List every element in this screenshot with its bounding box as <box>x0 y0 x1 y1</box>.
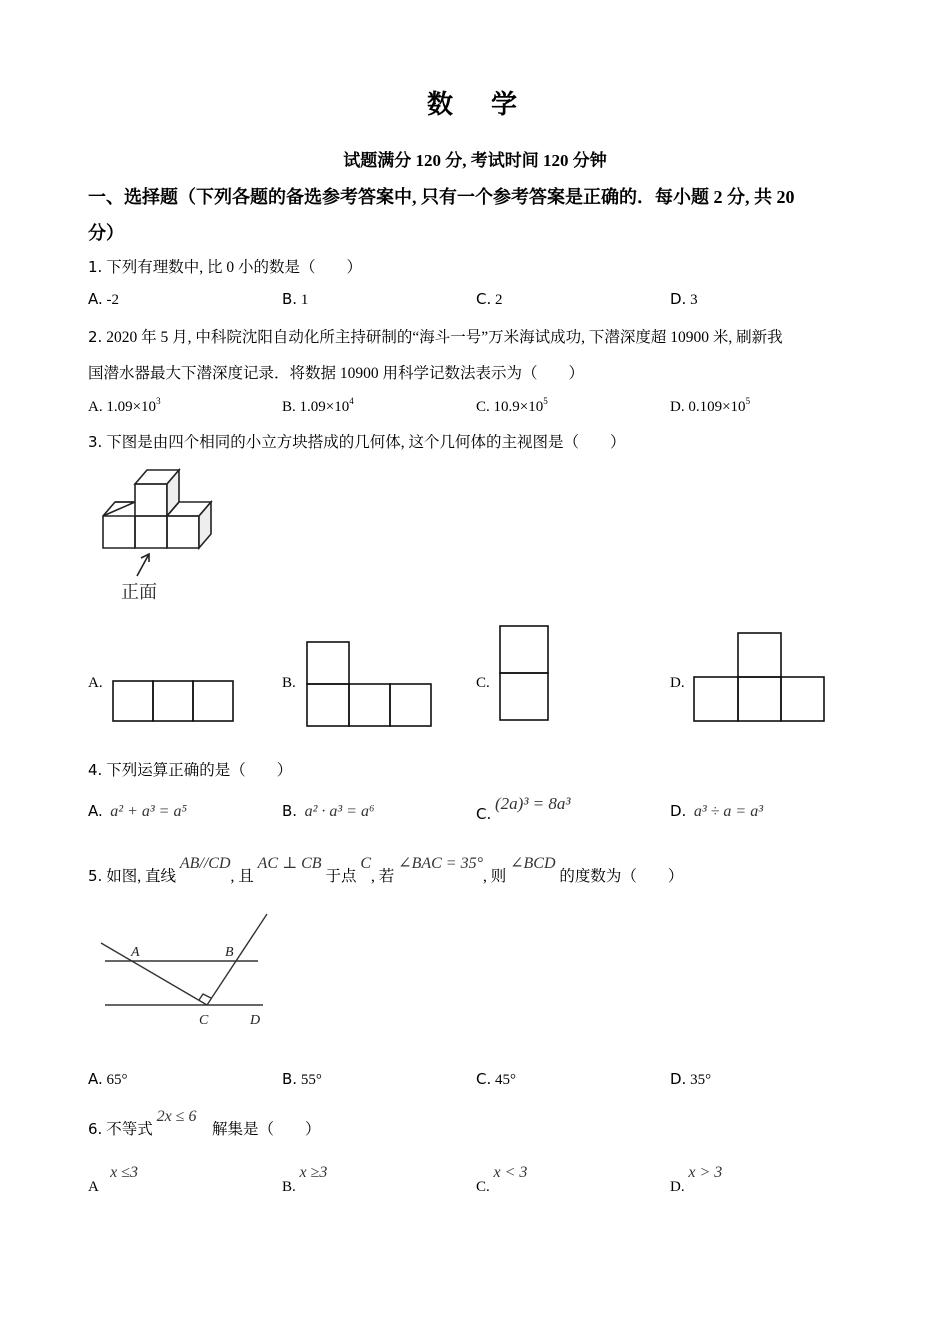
q5-option-a[interactable] <box>88 1070 128 1089</box>
math-expression: a² · a³ = a⁶ <box>304 803 375 820</box>
math-expression: a² + a³ = a⁵ <box>110 803 188 820</box>
q4-option-b[interactable] <box>282 802 375 821</box>
question-2-line1 <box>88 325 783 347</box>
q2-option-b[interactable] <box>282 396 354 416</box>
q6-option-b[interactable] <box>282 1164 328 1195</box>
question-text: , 若 <box>371 868 395 885</box>
question-6 <box>88 1108 321 1139</box>
q3-option-c-label[interactable]: C. <box>476 675 490 691</box>
q1-option-a[interactable] <box>88 290 119 309</box>
math-expression: (2a)³ = 8a³ <box>495 794 571 813</box>
option-text: 1.09×10 <box>106 399 157 415</box>
question-text: 于点 <box>325 868 357 885</box>
front-label: 正面 <box>121 582 157 603</box>
question-text: 的度数为（ ） <box>559 868 684 885</box>
question-5 <box>88 855 684 886</box>
exponent: 4 <box>349 396 354 406</box>
cube-stack-figure <box>95 462 230 604</box>
line-ac <box>101 943 207 1005</box>
q4-option-a[interactable] <box>88 802 187 821</box>
option-label: D. <box>670 399 685 415</box>
exam-subtitle: 试题满分 120 分, 考试时间 120 分钟 <box>343 151 607 170</box>
q5-option-b[interactable] <box>282 1070 322 1089</box>
option-label: A. <box>88 290 103 308</box>
option-text: 55° <box>300 1072 322 1088</box>
q3-option-d-figure[interactable] <box>693 632 827 723</box>
option-label: A. <box>88 399 103 415</box>
q2-option-a[interactable] <box>88 396 161 416</box>
q2-option-d[interactable] <box>670 396 750 416</box>
question-text: 不等式 <box>106 1121 153 1138</box>
bottom-mid-front <box>135 516 167 548</box>
math-expression: C <box>360 855 372 872</box>
option-label: B. <box>282 1179 296 1195</box>
q3-option-a-label[interactable]: A. <box>88 675 103 691</box>
option-text: 45° <box>495 1072 516 1088</box>
q1-option-c[interactable] <box>476 290 503 309</box>
point-d-label: D <box>250 1013 261 1028</box>
bottom-right-front <box>167 516 199 548</box>
question-number: 3. <box>88 433 103 451</box>
q4-option-d[interactable] <box>670 802 763 821</box>
top-cube-front <box>135 484 167 516</box>
option-label: A. <box>88 802 103 820</box>
question-text: 2020 年 5 月, 中科院沈阳自动化所主持研制的“海斗一号”万米海试成功, 下潜深度超 10900 米, 刷新我 <box>106 329 783 346</box>
question-text: 下列有理数中, 比 0 小的数是（ ） <box>106 259 362 276</box>
q6-option-d[interactable] <box>670 1164 723 1195</box>
q5-option-c[interactable] <box>476 1070 516 1089</box>
option-text: 1.09×10 <box>299 399 350 415</box>
question-text: 如图, 直线 <box>106 868 176 885</box>
question-text: , 则 <box>482 868 507 885</box>
math-expression: x ≥3 <box>299 1164 328 1181</box>
question-number: 4. <box>88 761 103 779</box>
option-text: 0.109×10 <box>688 399 746 415</box>
parallel-lines-figure <box>95 908 275 1030</box>
exponent: 5 <box>745 396 751 406</box>
option-text: -2 <box>106 292 120 308</box>
option-label: C. <box>476 805 492 823</box>
option-label: C. <box>476 290 492 308</box>
question-number: 2. <box>88 328 103 346</box>
point-b-label: B <box>225 945 234 960</box>
option-label: B. <box>282 399 296 415</box>
option-text: 35° <box>690 1072 712 1088</box>
exponent: 5 <box>543 396 548 406</box>
question-text: , 且 <box>230 868 254 885</box>
math-expression: AB//CD <box>179 855 231 872</box>
math-expression: x ≤3 <box>110 1164 138 1181</box>
exponent: 3 <box>156 396 161 406</box>
question-number: 5. <box>88 867 103 885</box>
option-label: B. <box>282 1070 298 1088</box>
section-heading-line2: 分） <box>88 223 124 243</box>
option-text: 65° <box>106 1072 128 1088</box>
right-angle-mark <box>199 994 211 1000</box>
line-cb <box>207 914 267 1005</box>
q3-option-c-figure[interactable] <box>499 625 551 722</box>
math-expression: x < 3 <box>493 1164 528 1181</box>
option-text: 3 <box>690 292 698 308</box>
question-text: 解集是（ ） <box>211 1121 321 1138</box>
option-label: C. <box>476 1070 492 1088</box>
option-text: 2 <box>495 292 503 308</box>
q5-option-d[interactable] <box>670 1070 711 1089</box>
q3-option-b-figure[interactable] <box>306 641 434 727</box>
question-number: 1. <box>88 258 103 276</box>
option-label: C. <box>476 399 490 415</box>
option-label: A. <box>88 1070 103 1088</box>
q4-option-c[interactable] <box>476 794 571 823</box>
q6-option-a[interactable] <box>88 1164 138 1195</box>
section-heading-line1: 一、选择题（下列各题的备选参考答案中, 只有一个参考答案是正确的．每小题 2 分, 共 20 <box>88 187 795 207</box>
question-text: 下列运算正确的是（ ） <box>106 762 293 779</box>
q1-option-d[interactable] <box>670 290 698 309</box>
q6-option-c[interactable] <box>476 1164 528 1195</box>
option-label: A <box>88 1179 99 1195</box>
math-expression: x > 3 <box>688 1164 723 1181</box>
option-label: D. <box>670 1070 687 1088</box>
question-4 <box>88 758 292 780</box>
question-text: 下图是由四个相同的小立方块搭成的几何体, 这个几何体的主视图是（ ） <box>106 434 626 451</box>
option-label: D. <box>670 290 687 308</box>
point-a-label: A <box>131 945 140 960</box>
option-label: C. <box>476 1179 490 1195</box>
q3-option-b-label[interactable]: B. <box>282 675 296 691</box>
bottom-left-top <box>103 502 135 516</box>
point-c-label: C <box>199 1013 209 1028</box>
bottom-right-side <box>199 502 211 548</box>
question-2-line2: 国潜水器最大下潜深度记录．将数据 10900 用科学记数法表示为（ ） <box>88 365 585 382</box>
math-expression: a³ ÷ a = a³ <box>693 803 763 820</box>
math-expression: AC ⊥ CB <box>257 855 322 872</box>
q3-option-a-figure[interactable] <box>112 680 236 722</box>
q3-option-d-label[interactable]: D. <box>670 675 685 691</box>
math-expression: ∠BCD <box>510 855 556 872</box>
q1-option-b[interactable] <box>282 290 308 309</box>
math-expression: ∠BAC = 35° <box>398 855 483 872</box>
math-expression: 2x ≤ 6 <box>156 1108 197 1125</box>
option-text: 1 <box>300 292 309 308</box>
option-label: D. <box>670 1179 685 1195</box>
option-text: 10.9×10 <box>493 399 544 415</box>
option-label: B. <box>282 290 298 308</box>
option-label: D. <box>670 802 687 820</box>
question-1 <box>88 255 362 277</box>
question-number: 6. <box>88 1120 103 1138</box>
option-label: B. <box>282 802 298 820</box>
page-title: 数 学 <box>426 90 523 119</box>
bottom-left-front <box>103 516 135 548</box>
q2-option-c[interactable] <box>476 396 548 416</box>
question-3 <box>88 430 625 452</box>
